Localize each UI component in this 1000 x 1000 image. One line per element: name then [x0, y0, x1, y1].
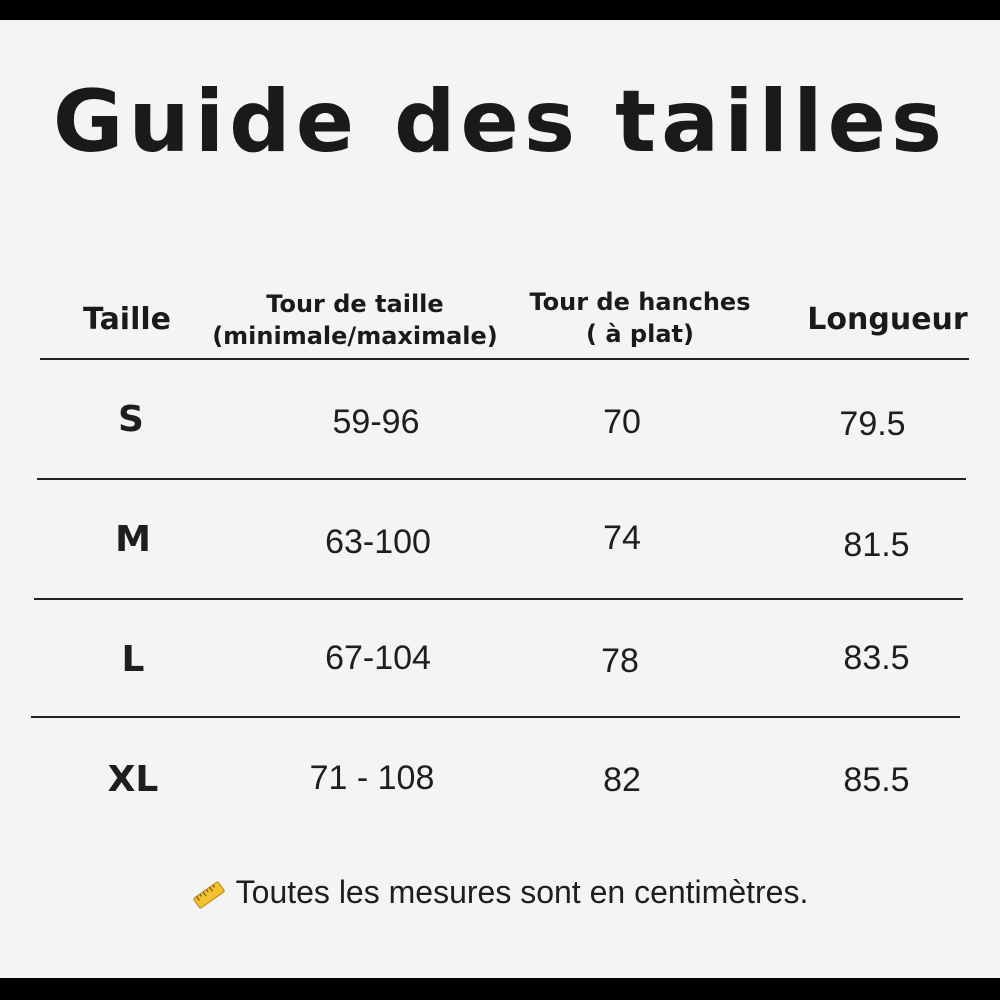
bottom-border: [0, 978, 1000, 1000]
table-divider: [37, 478, 966, 480]
table-divider: [40, 358, 969, 360]
row-l-length: 83.5: [843, 639, 910, 677]
row-xl-hips: 82: [603, 761, 641, 799]
header-hips-line2: ( à plat): [586, 320, 694, 348]
row-m-size: M: [115, 519, 151, 560]
header-waist-line1: Tour de taille: [266, 290, 444, 318]
header-size: Taille: [82, 302, 172, 337]
table-divider: [31, 716, 960, 718]
measurement-note-text: Toutes les mesures sont en centimètres.: [235, 874, 809, 910]
measurement-note: [0, 870, 1000, 914]
row-m-waist: 63-100: [325, 523, 431, 561]
header-hips: [505, 286, 775, 350]
row-xl-length: 85.5: [843, 761, 910, 799]
header-hips-line1: Tour de hanches: [529, 288, 751, 316]
row-l-hips: 78: [601, 642, 639, 680]
row-s-size: S: [118, 399, 144, 440]
row-s-hips: 70: [603, 403, 641, 441]
row-l-size: L: [121, 639, 145, 680]
row-s-length: 79.5: [839, 405, 906, 443]
table-divider: [34, 598, 963, 600]
row-l-waist: 67-104: [325, 639, 431, 677]
header-length: Longueur: [807, 302, 968, 337]
row-m-hips: 74: [603, 519, 641, 557]
top-border: [0, 0, 1000, 20]
row-xl-waist: 71 - 108: [309, 759, 435, 797]
row-xl-size: XL: [107, 759, 159, 800]
row-m-length: 81.5: [843, 526, 910, 564]
page-title: Guide des tailles: [52, 72, 948, 172]
row-s-waist: 59-96: [332, 403, 420, 441]
ruler-icon: [192, 877, 226, 907]
header-waist-line2: (minimale/maximale): [212, 322, 498, 350]
header-waist: [195, 288, 515, 352]
